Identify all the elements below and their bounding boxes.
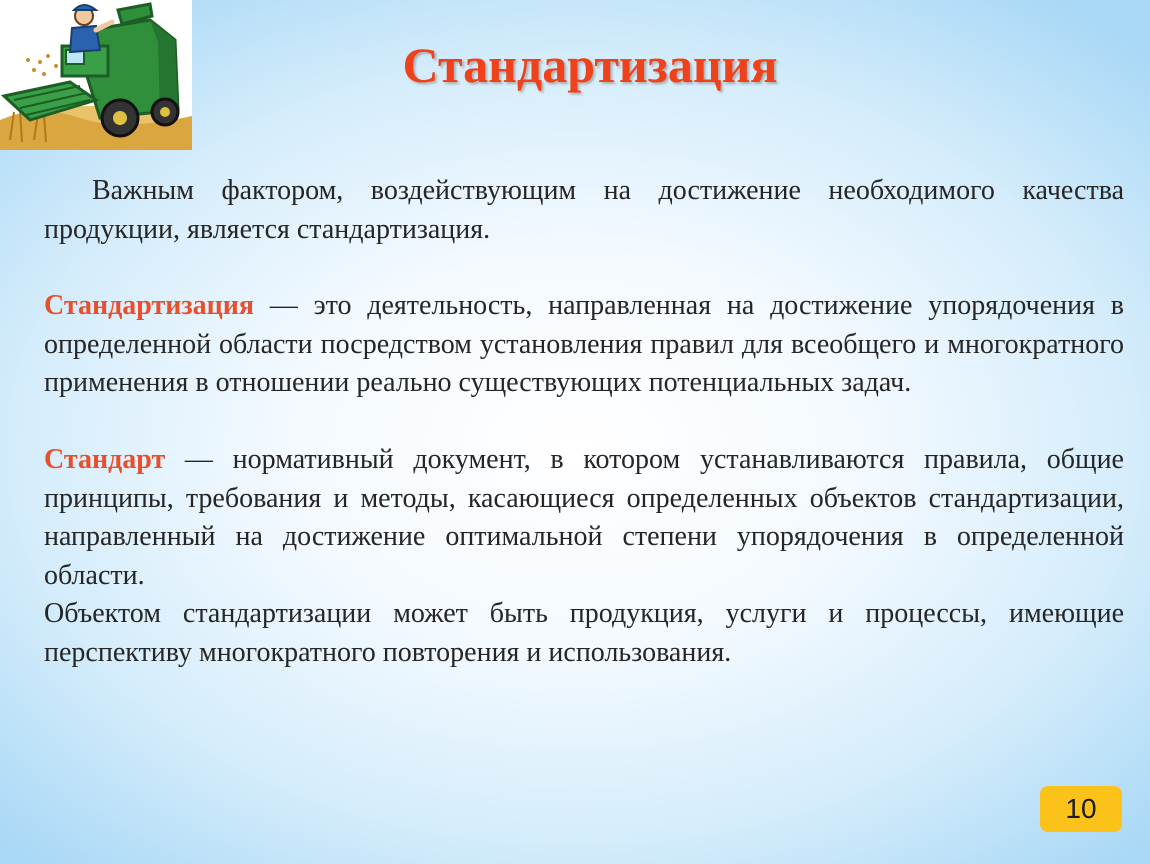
- term-standardization: Стандартизация: [44, 290, 254, 322]
- combine-harvester-icon: [0, 0, 192, 150]
- paragraph-spacer: [44, 249, 1124, 287]
- paragraph-standard-definition: [44, 441, 1124, 595]
- paragraph-importance: Важным фактором, воздействующим на достижение необходимого качества продукции, является стандартизация.: [44, 175, 1124, 245]
- slide-title: Стандартизация: [402, 37, 778, 93]
- slide-body: [44, 172, 1124, 673]
- paragraph-standardization-definition: [44, 287, 1124, 403]
- definition-standardization: — это деятельность, направленная на достижение упорядочения в определенной области посредством установления правил для всеобщего и многократного применения в отношении реально существующих потенциальных задач.: [44, 290, 1124, 399]
- paragraph-spacer: [44, 403, 1124, 441]
- page-number-badge: 10: [1040, 786, 1122, 832]
- term-standard: Стандарт: [44, 443, 166, 475]
- definition-standard: — нормативный документ, в котором устанавливаются правила, общие принципы, требования и методы, касающиеся определенных объектов стандартизации, направленный на достижение оптимальной степени упорядочения в определенной области.: [44, 443, 1124, 591]
- paragraph-standardization-objects: Объектом стандартизации может быть продукция, услуги и процессы, имеющие перспективу многократного повторения и использования.: [44, 598, 1124, 668]
